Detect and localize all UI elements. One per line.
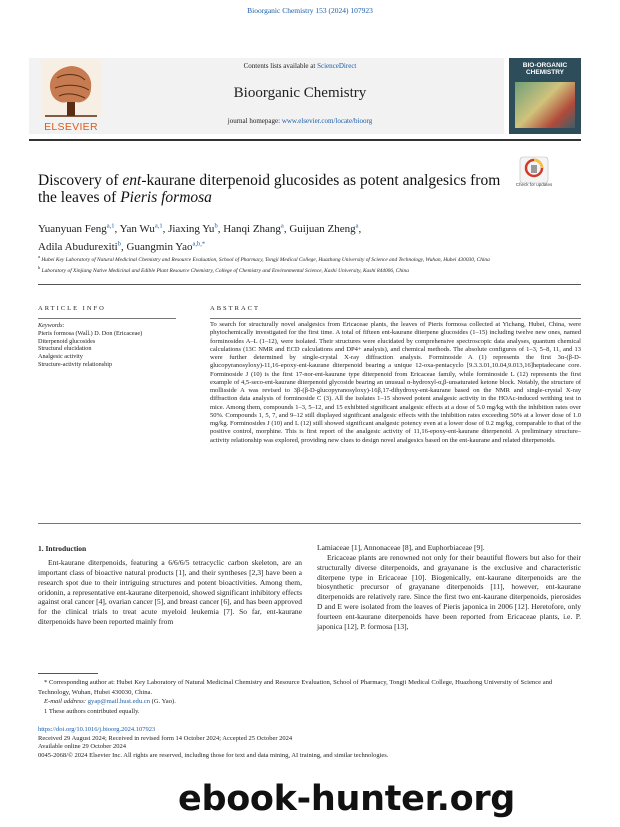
equal-contribution-note: 1 These authors contributed equally. [44, 707, 140, 715]
email-label: E-mail address: [44, 698, 88, 705]
keyword: Structural elucidation [38, 345, 92, 353]
title-text: Discovery of [38, 172, 123, 189]
article-title [38, 172, 518, 206]
author[interactable]: Yan Wu$^{a,1}$, [119, 222, 169, 235]
affiliations [38, 253, 578, 276]
abstract-rule [210, 318, 581, 319]
keyword: Structure-activity relationship [38, 360, 113, 368]
received-dates: Received 29 August 2024; Received in revised form 14 October 2024; Accepted 25 October 2024 [38, 734, 293, 742]
author[interactable]: Yuanyuan Feng$^{a,1}$, [38, 222, 120, 235]
keyword: Diterpenoid glucosides [38, 337, 96, 345]
check-for-updates-icon[interactable] [519, 156, 549, 184]
elsevier-wordmark: ELSEVIER [44, 121, 98, 133]
journal-homepage-link[interactable]: www.elsevier.com/locate/bioorg [281, 117, 373, 125]
cover-artwork [515, 82, 575, 128]
keyword: Pieris formosa (Wall.) D. Don (Ericaceae) [38, 329, 143, 337]
watermark-text: ebook-hunter.org [178, 779, 516, 819]
abstract-bottom-rule [38, 523, 581, 524]
available-online: Available online 29 October 2024 [38, 743, 126, 750]
title-species: Pieris formosa [120, 189, 212, 206]
affiliation: $^b$ Laboratory of Xinjiang Native Medicinal and Edible Plant Resource Chemistry, College of Chemistry and Environmental Science, Kashi University, Kashi 844006, China [38, 265, 409, 275]
footnote-divider [38, 673, 98, 674]
journal-homepage-line [120, 117, 480, 125]
abstract-heading: ABSTRACT [210, 305, 260, 312]
title-ent: ent [122, 172, 142, 189]
intro-paragraph: Lamiaceae [1], Annonaceae [8], and Euphorbiaceae [9]. [317, 543, 485, 552]
author[interactable]: Adila Abudurexiti$^b$, [38, 240, 127, 254]
email-suffix: (G. Yao). [150, 698, 176, 705]
author[interactable]: Jiaxing Yu$^b$, [168, 222, 224, 235]
keyword: Analgesic activity [38, 353, 83, 361]
affiliation: $^a$ Hubei Key Laboratory of Natural Medicinal Chemistry and Resource Evaluation, School of Pharmacy, Tongji Medical College, Huazhong University of Science and Technology, Wuhan, Hubei 430030, China [38, 254, 490, 263]
intro-left-column [38, 558, 302, 627]
publication-info [38, 726, 581, 760]
check-for-updates-label[interactable]: Check for updates [515, 182, 553, 187]
email-link[interactable]: gyap@mail.hust.edu.cn [87, 698, 151, 705]
doi-link[interactable]: https://doi.org/10.1016/j.bioorg.2024.107923 [38, 726, 156, 733]
cover-title: BIO-ORGANIC CHEMISTRY [522, 62, 568, 76]
intro-paragraph: Ericaceae plants are renowned not only for their beautiful flowers but also for their structurally diverse diterpenoids, and grayanane is the exclusive and characteristic diterpene type in Ericaceae [10]. Biogenically, ent-kaurane diterpenoids are the biosynthetic precursor of grayanane diterpenoids [11], however, ent-kaurane diterpenoids are relatively rare. Since the first two ent-kaurane diterpenoids, pierosides D and E were isolated from the leaves of Pieris japonica in 2006 [12]. Heretofore, only fourteen ent-kaurane diterpenoids have been reported from Ericaceae plants, i.e. P. japonica [12], P. formosa [13], [317, 552, 581, 631]
title-text-2: -kaurane diterpenoid glucosides as potent analgesics from the leaves of [38, 172, 501, 206]
footnotes [38, 678, 581, 716]
keywords-title: Keywords: [38, 322, 65, 329]
journal-cover-image [509, 58, 581, 134]
author[interactable]: Guangmin Yao$^{a,b,*}$ [126, 240, 206, 254]
header-divider [29, 139, 581, 141]
copyright-line: 0045-2068/© 2024 Elsevier Inc. All rights are reserved, including those for text and data mining, AI training, and similar technologies. [38, 751, 389, 759]
author-list [38, 218, 578, 255]
section-heading-introduction: 1. Introduction [38, 544, 87, 553]
sciencedirect-link[interactable]: ScienceDirect [317, 62, 357, 70]
homepage-prefix: journal homepage: [227, 117, 282, 125]
journal-name: Bioorganic Chemistry [233, 85, 367, 101]
intro-paragraph: Ent-kaurane diterpenoids, featuring a 6/6/6/5 tetracyclic carbon skeleton, are an important class of bioactive natural products [1], and their syntheses [2,3] have been a research spot due to their intriguing structures and potent bioactivities. Among them, oridonin, a representative ent-kaurane diterpenoid, showed significant inhibitory effects against oral cancer [4], ovarian cancer [5], and breast cancer [6], and has been approved for the clinical trials to treat acute myeloid leukemia [7]. So far, ent-kaurane diterpenoids have been reported mainly from [38, 558, 302, 627]
corresponding-author-note: * Corresponding author at: Hubei Key Laboratory of Natural Medicinal Chemistry and Resource Evaluation, School of Pharmacy, Tongji Medical College, Huazhong University of Science and Technology, Wuhan, Hubei 430030, China. [38, 679, 553, 696]
article-info-rule [38, 318, 176, 319]
author[interactable]: Guijuan Zheng$^a$, [289, 222, 362, 235]
keywords-block [38, 322, 178, 369]
author[interactable]: Hanqi Zhang$^a$, [223, 222, 290, 235]
contents-prefix: Contents lists available at [243, 62, 318, 70]
intro-right-column [317, 543, 581, 632]
abstract-text: To search for structurally novel analgesics from Ericaceae plants, the leaves of Pieris formosa collected at Yichang, Hubei, China, were phytochemically investigated for the first time. A total of fifteen ent-kaurane diterpene glucosides (1–15) including twelve new ones, named forminosides A–L (1–12), were isolated. Their structures were elucidated by comprehensive spectroscopic data analyses, quantum chemical calculations (13C NMR and ECD calculations and DP4+ analysis), and chemical methods. The absolute configures of 1–3, 5–8, 11, and 13 were further determined by single-crystal X-ray diffraction analysis. Forminoside A (1) represents the first 3α-(β-D-glucopyranosyloxy)-11,16-epoxy-ent-kaurane diterpenoid bearing a unique 12-oxa-pentacyclo [9.3.3.01,10.04,9.013,16]heptadecane core. Forminoside J (10) is the first 17-nor-ent-kaurane type diterpenoid from Ericaceae family, while forminoside L (12) represents the first example of 4,5-seco-ent-kaurane diterpenoid glycoside bearing an unusual α-hydroxyl-α,β-unsaturated ketone block. Notably, the structure of mollisside A was revised to 3β-(β-D-glucopyranosyloxy)-16β,17-dihydroxy-ent-kaurane based on the NMR and single-crystal X-ray diffraction data analysis of forminoside C (3). All the isolates 1–15 showed potent analgesic activity in the HOAc-induced writhing test in mice. Among them, compounds 1–3, 5–12, and 15 exhibited significant analgesic effects at a dose of 5.0 mg/kg with the inhibition rates over 50%. Compounds 1, 5, 7, and 9–12 still displayed significant analgesic effects with the inhibition rates exceeding 50% at a lower dose of 1.0 mg/kg. Forminosides J (10) and L (12) still showed significant analgesic potency even at a lower dose of 0.2 mg/kg, comparable to that of the positive control, morphine. This is first report of the analgesic activity of 11,16-epoxy-ent-kaurane diterpenoid. A preliminary structure–activity relationship was explored, providing new clues to design novel analgesics based on the ent-kaurane and related diterpenoids. [210, 321, 581, 444]
article-info-heading: ARTICLE INFO [38, 305, 106, 312]
email-note [38, 697, 581, 707]
affiliation-divider [38, 284, 581, 285]
contents-available-line [120, 62, 480, 70]
journal-citation[interactable]: Bioorganic Chemistry 153 (2024) 107923 [247, 6, 373, 15]
